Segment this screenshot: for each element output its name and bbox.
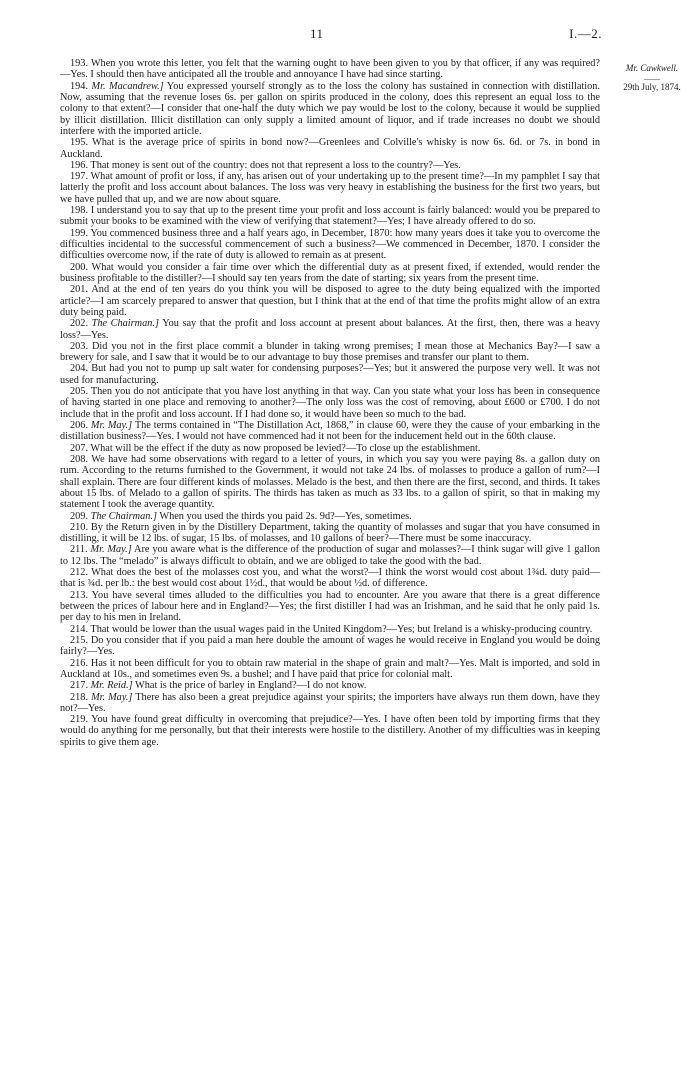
question-paragraph (60, 420, 600, 443)
question-paragraph (60, 590, 600, 624)
question-answer-text: What would you consider a fair time over which the differential duty as at present fixed, if extended, would render the business profitable to the distiller?—I should say ten years from the date of starting; six years from the present time. (60, 261, 601, 284)
question-paragraph (60, 567, 600, 590)
question-number: 214. (70, 623, 89, 635)
speaker-name: Mr. Macandrew.] (91, 80, 164, 92)
question-paragraph (60, 386, 600, 420)
question-number: 216. (70, 657, 89, 669)
question-answer-text: But had you not to pump up salt water for condensing purposes?—Yes; but it answered the purpose very well. It was not used for manufacturing. (60, 363, 601, 386)
question-number: 217. (70, 680, 89, 692)
speaker-name: Mr. Reid.] (90, 680, 133, 692)
question-number: 209. (70, 510, 89, 522)
question-number: 211. (70, 544, 88, 556)
question-answer-text: What does the best of the molasses cost you, and what the worst?—I think the worst would cost about 1¾d. duty paid—that is ¾d. per lb.: the best would cost about 1½d., that would be about ½d. of difference. (60, 567, 600, 590)
question-paragraph (60, 137, 600, 160)
question-number: 203. (70, 340, 89, 352)
question-number: 206. (70, 420, 89, 431)
question-paragraph (60, 624, 600, 635)
question-answer-text: And at the end of ten years do you think you will be disposed to agree to the duty being equalized with the imported article?—I am scarcely prepared to answer that question, but I think that at the end of that time the profits might allow of an extra duty being paid. (60, 284, 600, 318)
question-paragraph (60, 81, 600, 138)
question-number: 193. (70, 58, 89, 69)
question-paragraph (60, 714, 600, 748)
speaker-name: The Chairman.] (91, 318, 159, 330)
question-paragraph (60, 443, 600, 454)
margin-separator: —— (644, 73, 660, 83)
question-number: 204. (70, 363, 89, 375)
question-answer-text: You expressed yourself strongly as to the loss the colony has sustained in connection with distillation. Now, assuming that the revenue loses 6s. per gallon on spirits produced in the colony, does this represent an equal loss to the colony to that extent?—I consider that one-half the duty which we pay would be lost to the colony, because it would be supplied by illicit distillation. Illicit distillation can only supply a limited amount of liquor, and if trade increases no doubt we should interfere with the imported article. (60, 80, 600, 137)
question-paragraph (60, 262, 600, 285)
speaker-name: The Chairman.] (90, 510, 157, 522)
testimony-body (60, 58, 600, 748)
question-answer-text: Do you consider that if you paid a man here double the amount of wages he would receive in England you would be doing fairly?—Yes. (60, 634, 601, 658)
question-answer-text: When you used the thirds you paid 2s. 9d?—Yes, sometimes. (159, 510, 412, 522)
question-paragraph (60, 658, 600, 681)
question-number: 207. (70, 442, 89, 454)
question-answer-text: You commenced business three and a half years ago, in December, 1870: how many years does it take you to overcome the difficulties incidental to the successful commencement of such a business?—We commenced in December, 1870. I consider the difficulties overcome now, if the rate of duty is allowed to remain as at present. (60, 227, 600, 262)
question-number: 201. (70, 284, 89, 296)
question-answer-text: What amount of profit or loss, if any, has arisen out of your undertaking up to the present time?—In my pamphlet I say that latterly the profit and loss account about balances. The loss was very heavy in establishing the business for the first two years, but we have pulled that up, and we are now about square. (60, 171, 601, 205)
question-paragraph (60, 318, 600, 341)
question-number: 196. (70, 159, 89, 171)
question-number: 208. (70, 453, 89, 465)
question-paragraph (60, 692, 600, 715)
question-answer-text: What will be the effect if the duty as now proposed be levied?—To close up the establishment. (90, 442, 481, 454)
question-paragraph (60, 160, 600, 171)
question-number: 197. (70, 171, 89, 183)
question-answer-text: I understand you to say that up to the present time your profit and loss account is fairly balanced: would you be prepared to submit your books to be examined with the view of verifying that statement?—Yes; I have already offered to do so. (60, 205, 600, 228)
speaker-name: Mr. May.] (90, 544, 132, 556)
question-number: 215. (70, 634, 89, 646)
question-number: 205. (70, 386, 89, 398)
margin-witness-name: Mr. Cawkwell. (625, 63, 679, 73)
question-number: 202. (70, 318, 89, 330)
question-paragraph (60, 635, 600, 658)
question-number: 219. (70, 714, 89, 726)
question-answer-text: Has it not been difficult for you to obtain raw material in the shape of grain and malt?—Yes. Malt is imported, and sold in Auckland at 10s., and sometimes even 9s. a bushel; and I have paid that price for colonial malt. (60, 657, 600, 680)
question-paragraph (60, 58, 600, 81)
question-answer-text: There has also been a great prejudice against your spirits; the importers have always run them down, have they not?—Yes. (60, 691, 601, 714)
question-paragraph (60, 205, 600, 228)
question-number: 212. (70, 567, 89, 579)
question-paragraph (60, 680, 600, 691)
question-answer-text: We have had some observations with regard to a letter of yours, in which you say you were paying 8s. a gallon duty on rum. According to the returns furnished to the Government, it would not take 24 lbs. of molasses to produce a gallon of rum?—I shall explain. There are four different kinds of molasses. Melado is the best, and then there are the first, second, and thirds. It takes about 15 lbs. of Melado to a gallon of spirits. The thirds has taken as much as 33 lbs. to a gallon of spirit, so that in making my statement I took the average quantity. (60, 453, 601, 511)
paper-reference: I.—2. (569, 26, 602, 41)
question-paragraph (60, 511, 600, 522)
question-answer-text: You say that the profit and loss account at present about balances. At the first, then, there was a heavy loss?—Yes. (60, 318, 600, 341)
question-number: 194. (70, 80, 89, 92)
question-number: 199. (70, 227, 89, 239)
question-paragraph (60, 544, 600, 567)
question-number: 210. (70, 521, 89, 533)
question-paragraph (60, 454, 600, 511)
question-paragraph (60, 363, 600, 386)
question-paragraph (60, 284, 600, 318)
question-paragraph (60, 341, 600, 364)
question-number: 195. (70, 137, 89, 149)
question-answer-text: What is the price of barley in England?—I do not know. (135, 680, 367, 692)
question-answer-text: By the Return given in by the Distillery Department, taking the quantity of molasses and sugar that you have consumed in distilling, it will be 12 lbs. of sugar, 15 lbs. of molasses, and 10 gallons of beer?—There must be some inaccuracy. (60, 521, 601, 545)
question-answer-text: What is the average price of spirits in bond now?—Greenlees and Colville's whisky is now 6s. 6d. or 7s. in bond in Auckland. (60, 137, 600, 160)
speaker-name: Mr. May.] (90, 420, 133, 431)
question-answer-text: You have several times alluded to the difficulties you had to encounter. Are you aware that there is a great difference between the prices of labour here and in England?—Yes; the first distiller I had was an Irishman, and he said that he only paid 1s. per day to his men in Ireland. (60, 589, 600, 624)
question-number: 200. (70, 261, 89, 273)
question-answer-text: That would be lower than the usual wages paid in the United Kingdom?—Yes; but Ireland is a whisky-producing country. (90, 623, 593, 635)
page-number: 11 (310, 26, 324, 41)
question-paragraph (60, 522, 600, 545)
question-paragraph (60, 228, 600, 262)
question-number: 213. (70, 589, 89, 601)
margin-date: 29th July, 1874. (623, 81, 681, 92)
question-answer-text: That money is sent out of the country: does not that represent a loss to the country?—Yes. (90, 159, 461, 171)
question-answer-text: You have found great difficulty in overcoming that prejudice?—Yes. I have often been told by importing firms that they would do anything for me personally, but that their interests were hostile to the distillery. Another of my difficulties was in keeping spirits to give them age. (60, 714, 600, 748)
speaker-name: Mr. May.] (91, 691, 133, 703)
question-number: 218. (70, 691, 89, 703)
question-answer-text: Are you aware what is the difference of the production of sugar and molasses?—I think sugar will give 1 gallon to 12 lbs. The “melado” is always difficult to obtain, and we are obliged to take the good with the bad. (60, 544, 600, 567)
question-answer-text: The terms contained in “The Distillation Act, 1868,” in clause 60, were they the cause of your embarking in the distillation business?—Yes. I would not have commenced had it not been for the inducement held out in the 60th clause. (60, 420, 600, 443)
question-answer-text: When you wrote this letter, you felt that the warning ought to have been given to you by that officer, if any was required?—Yes. I should then have anticipated all the trouble and annoyance I have had since starting. (60, 58, 601, 81)
question-answer-text: Then you do not anticipate that you have lost anything in that way. Can you state what your loss has been in consequence of having started in one place and removing to another?—The only loss was the cost of removing, about £600 or £700. I do not include that in the profit and loss account. If I had done so, it would have been so much to the bad. (60, 386, 601, 420)
margin-note (607, 63, 697, 93)
question-paragraph (60, 171, 600, 205)
question-number: 198. (70, 205, 89, 217)
question-answer-text: Did you not in the first place commit a blunder in taking wrong premises; I mean those at Mechanics Bay?—I saw a brewery for sale, and I saw that it would be to our advantage to buy those premises and transfer our plant to them. (60, 340, 601, 364)
